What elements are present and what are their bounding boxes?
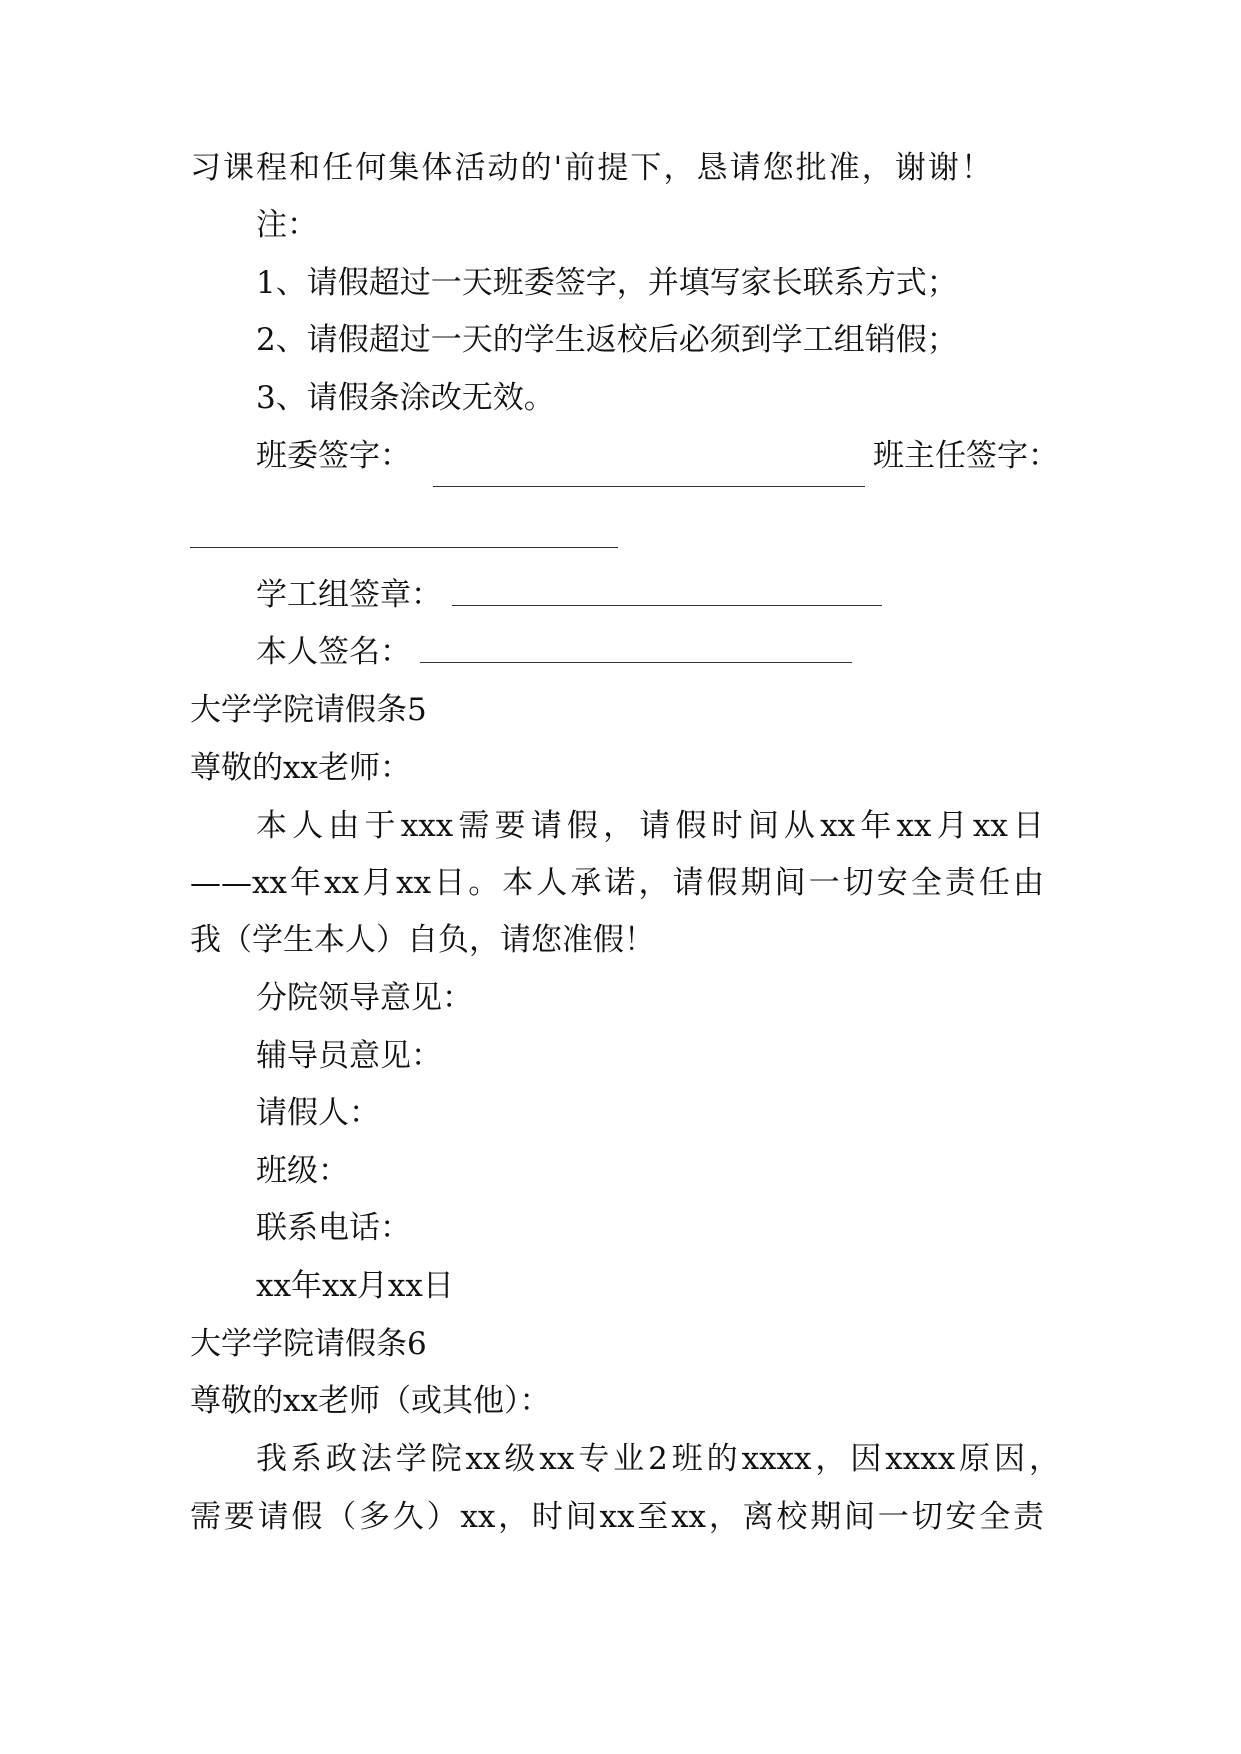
paragraph-line: ——xx年xx月xx日。本人承诺，请假期间一切安全责任由: [190, 865, 1044, 901]
section-heading-6: 大学学院请假条6: [190, 1326, 427, 1362]
note-item-2: 2、请假超过一天的学生返校后必须到学工组销假；: [256, 322, 958, 358]
phone-field: 联系电话：: [256, 1210, 411, 1246]
self-signature-line: [420, 662, 852, 663]
date-field: xx年xx月xx日: [256, 1268, 454, 1304]
applicant-field: 请假人：: [256, 1095, 380, 1131]
note-heading: 注：: [256, 207, 318, 243]
self-signature-label: 本人签名：: [256, 634, 411, 670]
salutation-5: 尊敬的xx老师：: [190, 750, 411, 786]
note-item-3: 3、请假条涂改无效。: [256, 380, 555, 416]
note-item-1: 1、请假超过一天班委签字，并填写家长联系方式；: [256, 265, 958, 301]
student-affairs-seal-line: [452, 605, 882, 606]
salutation-6: 尊敬的xx老师（或其他）：: [190, 1383, 551, 1419]
paragraph-line: 习课程和任何集体活动的'前提下，恳请您批准，谢谢！: [190, 150, 992, 186]
paragraph-line: 我（学生本人）自负，请您准假！: [190, 922, 655, 958]
head-teacher-signature-label: 班主任签字：: [873, 438, 1059, 474]
paragraph-line: 需要请假（多久）xx，时间xx至xx，离校期间一切安全责: [190, 1499, 1044, 1535]
paragraph-line: 本人由于xxx需要请假，请假时间从xx年xx月xx日: [256, 808, 1044, 844]
counselor-opinion: 辅导员意见：: [256, 1038, 442, 1074]
student-affairs-seal-label: 学工组签章：: [256, 577, 442, 613]
monitor-signature-label: 班委签字：: [256, 438, 411, 474]
paragraph-line: 我系政法学院xx级xx专业2班的xxxx，因xxxx原因，: [256, 1441, 1060, 1477]
monitor-signature-line: [433, 486, 865, 487]
branch-leader-opinion: 分院领导意见：: [256, 980, 473, 1016]
class-field: 班级：: [256, 1153, 349, 1189]
head-teacher-signature-line: [190, 547, 618, 548]
section-heading-5: 大学学院请假条5: [190, 692, 427, 728]
